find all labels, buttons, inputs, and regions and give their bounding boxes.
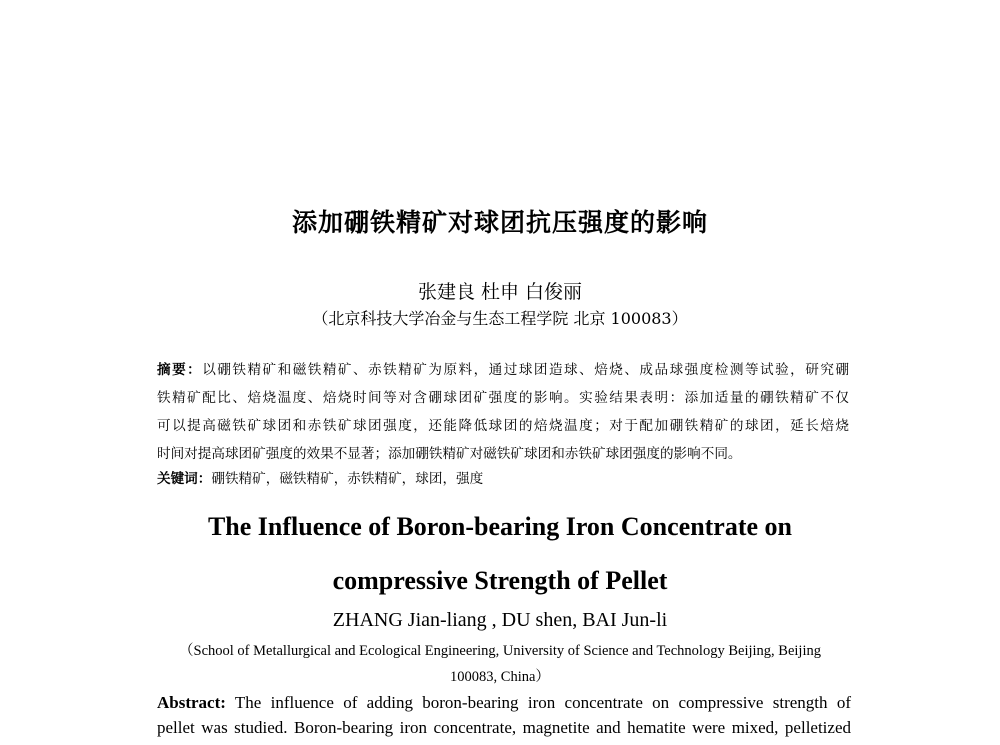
english-abstract-label: Abstract: <box>157 693 226 712</box>
chinese-keywords-text: 硼铁精矿，磁铁精矿，赤铁精矿，球团，强度 <box>211 471 484 487</box>
chinese-keywords <box>157 466 849 492</box>
chinese-authors: 张建良 杜申 白俊丽 <box>417 281 583 303</box>
chinese-abstract <box>157 356 849 468</box>
chinese-abstract-line-3: 可以提高磁铁矿球团和赤铁矿球团强度，还能降低球团的焙烧温度；对于配加硼铁精矿的球团，延长焙烧 <box>157 418 849 434</box>
english-title-line-2: compressive Strength of Pellet <box>332 566 668 595</box>
english-affiliation-line-2: 100083, China） <box>450 669 550 685</box>
chinese-keywords-label: 关键词： <box>157 471 212 487</box>
english-affiliation-line-1: （School of Metallurgical and Ecological Engineering, University of Science and Technology Beijing, Beijing <box>179 643 821 659</box>
chinese-abstract-line-1 <box>157 356 849 384</box>
chinese-abstract-line-2: 铁精矿配比、焙烧温度、焙烧时间等对含硼球团矿强度的影响。实验结果表明：添加适量的硼铁精矿不仅 <box>157 390 849 406</box>
chinese-abstract-line-4: 时间对提高球团矿强度的效果不显著；添加硼铁精矿对磁铁矿球团和赤铁矿球团强度的影响不同。 <box>157 446 742 462</box>
chinese-abstract-label: 摘要： <box>157 362 203 378</box>
english-abstract-line-1 <box>157 690 851 715</box>
english-title-line-1: The Influence of Boron-bearing Iron Concentrate on <box>207 512 793 541</box>
english-abstract <box>157 690 851 740</box>
english-authors: ZHANG Jian-liang , DU shen, BAI Jun-li <box>332 609 668 631</box>
chinese-title: 添加硼铁精矿对球团抗压强度的影响 <box>291 208 708 237</box>
english-abstract-line-2: pellet was studied. Boron-bearing iron concentrate, magnetite and hematite were mixed, pelletized <box>157 718 851 737</box>
english-abstract-text-1: The influence of adding boron-bearing iron concentrate on compressive strength of <box>225 693 851 712</box>
chinese-abstract-text-1: 以硼铁精矿和磁铁精矿、赤铁精矿为原料，通过球团造球、焙烧、成品球强度检测等试验，研究硼 <box>202 362 850 378</box>
chinese-affiliation: （北京科技大学冶金与生态工程学院 北京 100083） <box>312 309 688 328</box>
